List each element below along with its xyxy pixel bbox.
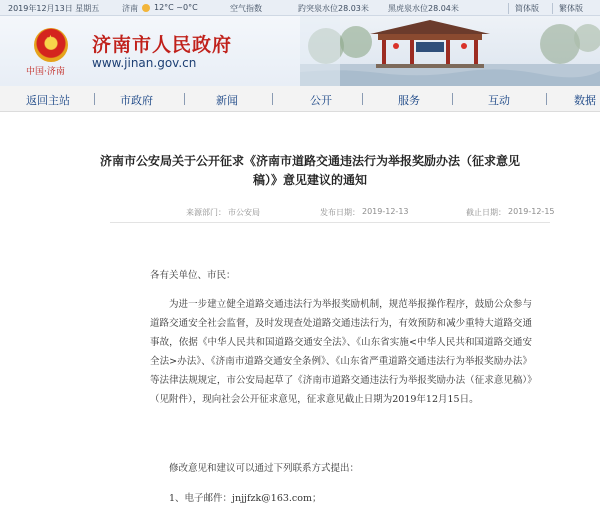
emblem-caption: 中国·济南 bbox=[26, 67, 65, 77]
source-label: 来源部门： bbox=[186, 208, 226, 217]
article-title: 济南市公安局关于公开征求《济南市道路交通违法行为举报奖励办法（征求意见稿）》意见建议的通知 bbox=[100, 154, 521, 187]
contact-email: 1、电子邮件：jnjjfzk@163.com； bbox=[169, 493, 322, 504]
nav-home[interactable]: 返回主站 bbox=[26, 94, 70, 107]
nav-divider bbox=[184, 93, 185, 105]
water-level-2: 黑虎泉水位28.04米 bbox=[388, 4, 459, 13]
nav-divider bbox=[272, 93, 273, 105]
site-header bbox=[0, 16, 600, 86]
published-label: 发布日期： bbox=[320, 208, 360, 217]
published-date: 2019-12-13 bbox=[362, 207, 409, 216]
nav-news[interactable]: 新闻 bbox=[216, 94, 238, 107]
deadline-date: 2019-12-15 bbox=[508, 207, 555, 216]
nav-government[interactable]: 市政府 bbox=[120, 94, 153, 107]
simplified-button[interactable]: 简体版 bbox=[508, 3, 539, 14]
pavilion-banner-image bbox=[300, 16, 600, 86]
city-text: 济南 bbox=[122, 4, 138, 13]
nav-divider bbox=[94, 93, 95, 105]
nav-data[interactable]: 数据 bbox=[574, 94, 596, 107]
traditional-button[interactable]: 繁体版 bbox=[552, 3, 583, 14]
source-value: 市公安局 bbox=[228, 208, 260, 217]
nav-interaction[interactable]: 互动 bbox=[488, 94, 510, 107]
sun-icon bbox=[142, 4, 150, 12]
temperature-text: 12°C ~0°C bbox=[154, 3, 198, 12]
date-text: 2019年12月13日 星期五 bbox=[8, 4, 100, 13]
nav-divider bbox=[546, 93, 547, 105]
nav-divider bbox=[452, 93, 453, 105]
star-icon: ★ bbox=[46, 34, 55, 45]
site-url[interactable]: www.jinan.gov.cn bbox=[92, 56, 197, 70]
article-greeting: 各有关单位、市民： bbox=[150, 270, 236, 281]
top-info-bar bbox=[0, 0, 600, 16]
meta-divider bbox=[110, 222, 550, 223]
deadline-label: 截止日期： bbox=[466, 208, 506, 217]
article-paragraph: 修改意见和建议可以通过下列联系方式提出： bbox=[169, 463, 360, 474]
air-quality-text: 空气指数 bbox=[230, 4, 262, 13]
nav-services[interactable]: 服务 bbox=[398, 94, 420, 107]
article-paragraph: 为进一步建立健全道路交通违法行为举报奖励机制，规范举报操作程序，鼓励公众参与道路交通安全社会监督，及时发现查处道路交通违法行为，有效预防和减少重特大道路交通事故，依据《中华人民共和国道路交通安全法》、《山东省实施<中华人民共和国道路交通安全法>办法》、《济南市道路交通安全条例》、《山东省严重道路交通违法行为举报奖励办法》等法律法规规定，市公安局起草了《济南市道路交通违法行为举报奖励办法（征求意见稿）》（见附件），现向社会公开征求意见，征求意见截止日期为2019年12月15日。 bbox=[150, 299, 532, 405]
water-level-1: 趵突泉水位28.03米 bbox=[298, 4, 369, 13]
site-title[interactable]: 济南市人民政府 bbox=[92, 34, 233, 56]
main-nav bbox=[0, 86, 600, 112]
nav-divider bbox=[362, 93, 363, 105]
nav-public[interactable]: 公开 bbox=[310, 94, 332, 107]
